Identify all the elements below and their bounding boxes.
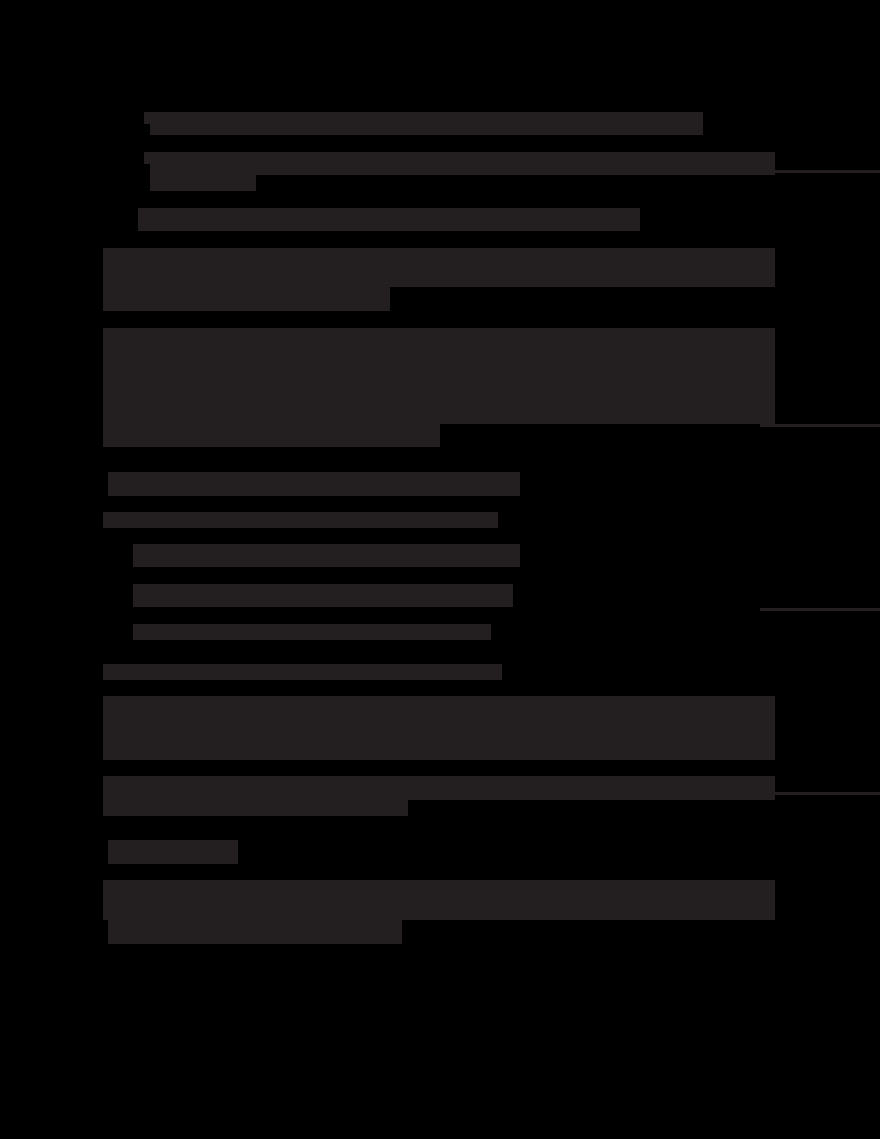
redaction-bar bbox=[138, 208, 640, 231]
redaction-bar bbox=[103, 696, 775, 760]
margin-rule bbox=[760, 608, 880, 611]
margin-rule bbox=[760, 170, 880, 173]
redaction-bar bbox=[103, 287, 390, 311]
redaction-bar bbox=[133, 544, 520, 567]
redaction-bar bbox=[133, 624, 491, 640]
redaction-bar bbox=[103, 512, 498, 528]
redaction-bar bbox=[103, 800, 408, 816]
redaction-bar bbox=[103, 248, 775, 287]
margin-rule bbox=[760, 792, 880, 795]
redaction-bar bbox=[108, 840, 238, 864]
redaction-bar bbox=[103, 776, 775, 800]
redaction-bar bbox=[108, 920, 402, 944]
redaction-bar bbox=[150, 175, 256, 191]
redaction-bar bbox=[103, 328, 775, 424]
redaction-bar bbox=[103, 664, 502, 680]
redaction-bar bbox=[108, 472, 520, 496]
redaction-bar bbox=[103, 424, 440, 447]
redaction-bar bbox=[150, 152, 775, 175]
margin-rule bbox=[760, 424, 880, 427]
redaction-bar bbox=[150, 112, 703, 135]
redaction-bar bbox=[133, 584, 513, 607]
redaction-bar bbox=[103, 880, 775, 920]
